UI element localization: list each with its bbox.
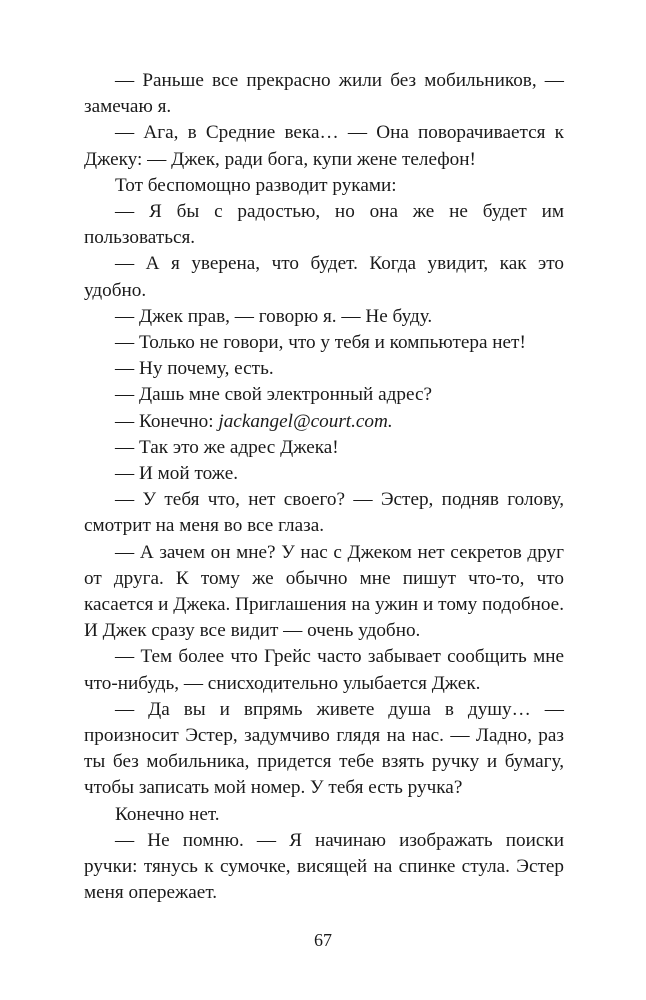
paragraph-18: — Не помню. — Я начинаю изображать поиски ручки: тянусь к сумочке, висящей на спинке стула. Эстер меня опережает. [84,829,564,904]
paragraph-6: — Джек прав, — говорю я. — Не буду. [115,305,433,327]
paragraph-2: — Ага, в Средние века… — Она поворачивается к Джеку: — Джек, ради бога, купи жене телефон! [84,122,564,170]
paragraph-3: Тот беспомощно разводит руками: [115,174,397,196]
paragraph-14: — А зачем он мне? У нас с Джеком нет секретов друг от друга. К тому же обычно мне пишут что-то, что касается и Джека. Приглашения на ужин и тому подобное. И Джек сразу все видит — очень удобно. [84,541,564,642]
paragraph-10 [84,409,564,435]
body-text [84,68,564,907]
paragraph-15: — Тем более что Грейс часто забывает сообщить мне что-нибудь, — снисходительно улыбается Джек. [84,646,564,694]
paragraph-9: — Дашь мне свой электронный адрес? [115,384,432,406]
paragraph-13: — У тебя что, нет своего? — Эстер, подняв голову, смотрит на меня во все глаза. [84,489,564,537]
paragraph-4: — Я бы с радостью, но она же не будет им пользоваться. [84,201,564,249]
page-number: 67 [314,930,332,950]
paragraph-17: Конечно нет. [115,803,220,825]
paragraph-1: — Раньше все прекрасно жили без мобильников, — замечаю я. [84,70,564,118]
paragraph-8: — Ну почему, есть. [115,358,274,380]
paragraph-16: — Да вы и впрямь живете душа в душу… — произносит Эстер, задумчиво глядя на нас. — Ладно, раз ты без мобильника, придется тебе взять ручку и бумагу, чтобы записать мой номер. У тебя есть ручка? [84,698,564,799]
paragraph-12: — И мой тоже. [115,463,239,485]
paragraph-5: — А я уверена, что будет. Когда увидит, как это удобно. [84,253,564,301]
email-address: jackangel@court.com. [218,410,393,432]
paragraph-11: — Так это же адрес Джека! [115,436,339,458]
paragraph-10-text: — Конечно: [115,410,219,432]
paragraph-7: — Только не говори, что у тебя и компьютера нет! [115,332,526,354]
